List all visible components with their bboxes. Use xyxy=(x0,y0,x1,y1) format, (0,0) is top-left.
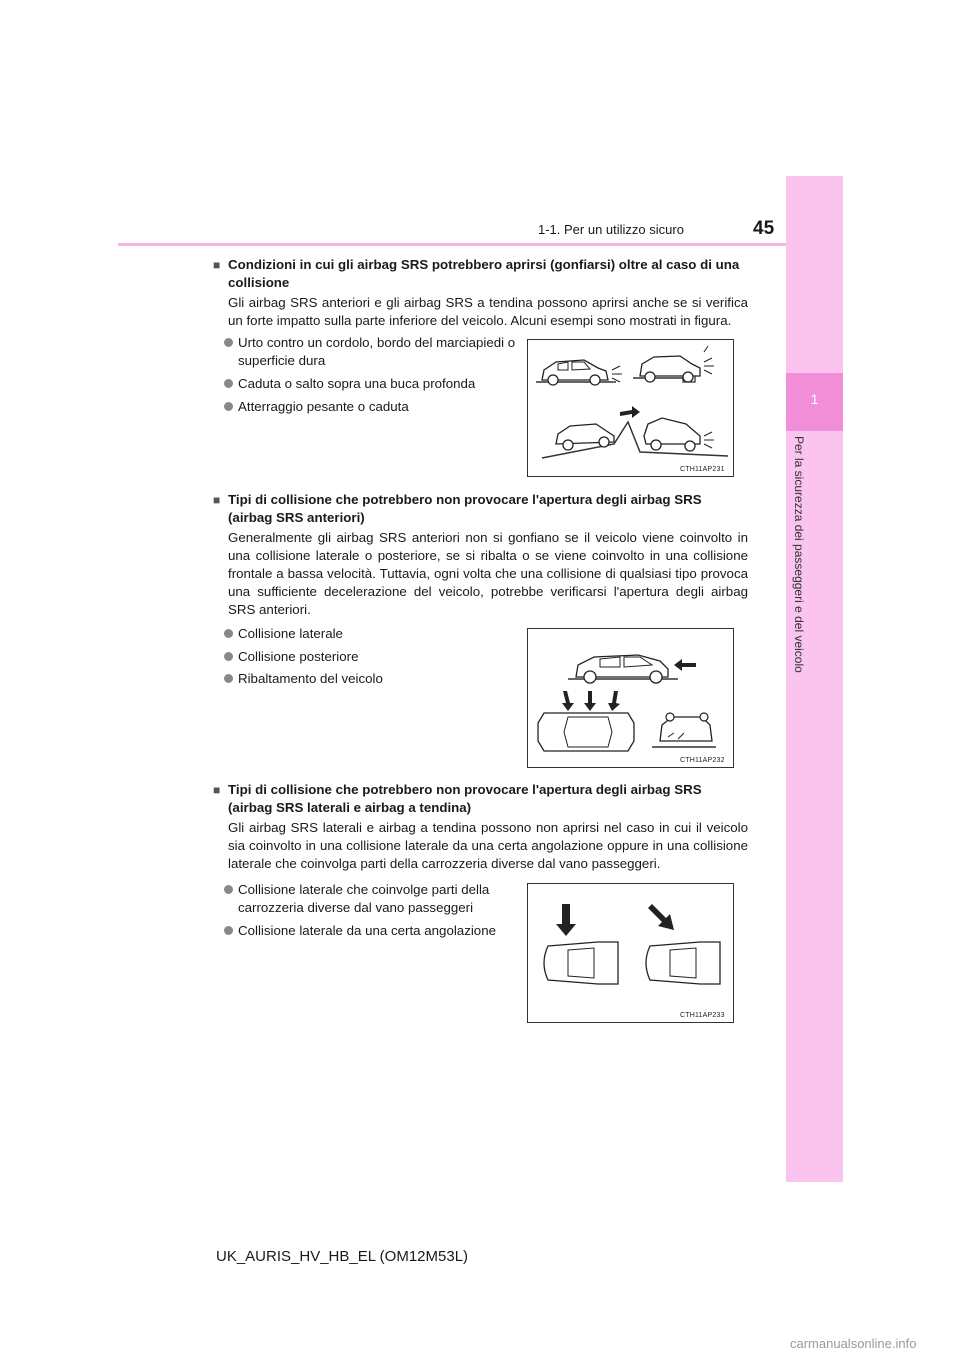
collision-types-illustration xyxy=(528,629,733,767)
list-item: Ribaltamento del veicolo xyxy=(238,670,498,688)
list-item: Collisione laterale che coinvolge parti della carrozzeria diverse dal vano passeggeri xyxy=(238,881,514,917)
round-bullet-icon xyxy=(224,652,233,661)
page-number: 45 xyxy=(753,218,775,239)
round-bullet-icon xyxy=(224,926,233,935)
list-item: Collisione posteriore xyxy=(238,648,498,666)
list-item: Caduta o salto sopra una buca profonda xyxy=(238,375,518,393)
chapter-title: Per la sicurezza dei passeggeri e del veicolo xyxy=(792,436,806,673)
chapter-number: 1 xyxy=(810,391,819,407)
list-item: Urto contro un cordolo, bordo del marciapiedi o superficie dura xyxy=(238,334,518,370)
chapter-title-vertical xyxy=(792,436,832,706)
round-bullet-icon xyxy=(224,338,233,347)
round-bullet-icon xyxy=(224,885,233,894)
document-code: UK_AURIS_HV_HB_EL (OM12M53L) xyxy=(216,1248,469,1265)
round-bullet-icon xyxy=(224,674,233,683)
list-item: Atterraggio pesante o caduta xyxy=(238,398,518,416)
section-paragraph-2: Generalmente gli airbag SRS anteriori non si gonfiano se il veicolo viene coinvolto in una collisione laterale o posteriore, se si ribalta o se viene coinvolto in una collisione frontale a bassa velocità. Tuttavia, ogni volta che una collisione di qualsiasi tipo provoca una sufficiente decelerazione del veicolo, potrebbe verificarsi l'apertura degli airbag SRS anteriori. xyxy=(228,530,748,617)
section-paragraph-1: Gli airbag SRS anteriori e gli airbag SRS a tendina possono aprirsi anche se si verifica un forte impatto sulla parte inferiore del veicolo. Alcuni esempi sono mostrati in figura. xyxy=(228,295,748,328)
figure-code: CTH11AP232 xyxy=(680,757,725,764)
section-heading-2: ■ Tipi di collisione che potrebbero non provocare l'apertura degli airbag SRS (airbag SRS anteriori) xyxy=(213,492,702,525)
figure-code: CTH11AP233 xyxy=(680,1012,725,1019)
figure-impact-examples xyxy=(527,339,734,477)
round-bullet-icon xyxy=(224,379,233,388)
figure-collision-types xyxy=(527,628,734,768)
side-collision-illustration xyxy=(528,884,733,1022)
section-paragraph-3: Gli airbag SRS laterali e airbag a tendina possono non aprirsi nel caso in cui il veicolo sia coinvolto in una collisione laterale da una certa angolazione oppure in una collisione laterale che coinvolga parti della carrozzeria diverse dal vano passeggeri. xyxy=(228,820,748,871)
section-heading-3: ■ Tipi di collisione che potrebbero non provocare l'apertura degli airbag SRS (airbag SRS laterali e airbag a tendina) xyxy=(213,782,702,815)
figure-code: CTH11AP231 xyxy=(680,466,725,473)
round-bullet-icon xyxy=(224,402,233,411)
figure-side-collision xyxy=(527,883,734,1023)
square-bullet-icon: ■ xyxy=(213,258,221,272)
watermark: carmanualsonline.info xyxy=(790,1336,917,1351)
section-heading-1: ■ Condizioni in cui gli airbag SRS potrebbero aprirsi (gonfiarsi) oltre al caso di una collisione xyxy=(213,257,740,290)
header-rule xyxy=(118,243,843,246)
list-item: Collisione laterale da una certa angolazione xyxy=(238,922,514,940)
round-bullet-icon xyxy=(224,629,233,638)
section-title: 1-1. Per un utilizzo sicuro xyxy=(538,222,684,237)
square-bullet-icon: ■ xyxy=(213,493,221,507)
underbody-impact-illustration xyxy=(528,340,733,476)
square-bullet-icon: ■ xyxy=(213,783,221,797)
list-item: Collisione laterale xyxy=(238,625,498,643)
